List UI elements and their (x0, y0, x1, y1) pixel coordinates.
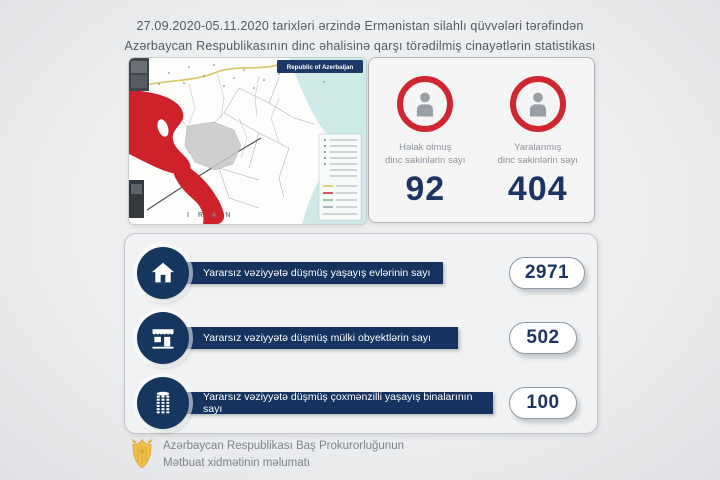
red-ring (510, 76, 566, 132)
map-card (128, 57, 367, 225)
killed-civilians-stat (371, 76, 479, 209)
person-icon (410, 89, 440, 119)
apartment-building-icon (149, 389, 177, 417)
map-legend (319, 134, 361, 220)
row-value-pill: 100 (509, 387, 577, 419)
page-title (0, 16, 720, 56)
icon-circle (137, 377, 189, 429)
prosecutor-emblem-icon (130, 438, 154, 471)
wounded-civilians-stat (484, 76, 592, 209)
map-title-text: Republic of Azerbaijan (286, 64, 354, 71)
damaged-houses-row (125, 247, 597, 299)
storefront-icon (149, 324, 177, 352)
damaged-buildings-row (125, 377, 597, 429)
row-label-bar: Yararsız vəziyyətə düşmüş yaşayış evlərinin sayı (159, 262, 443, 284)
page-title-line2: Azərbaycan Respublikasının dinc əhalisinə qarşı törədilmiş cinayətlərin statistikası (124, 39, 596, 53)
row-label-bar: Yararsız vəziyyətə düşmüş çoxmənzilli yaşayış binalarının sayı (159, 392, 493, 414)
iran-label: I R A N (187, 212, 234, 219)
red-ring (397, 76, 453, 132)
killed-count: 92 (405, 169, 446, 208)
footer-line1: Azərbaycan Respublikası Baş Prokurorluğunun (163, 440, 404, 452)
house-icon (149, 259, 177, 287)
wounded-count: 404 (507, 169, 568, 208)
row-value-pill: 502 (509, 322, 577, 354)
casualties-card (368, 57, 595, 223)
person-icon (523, 89, 553, 119)
footer-text (163, 438, 404, 473)
footer (130, 438, 404, 473)
row-value-pill: 2971 (509, 257, 585, 289)
footer-line2: Mətbuat xidmətinin məlumatı (163, 457, 311, 470)
azerbaijan-map (129, 58, 366, 224)
page-title-line1: 27.09.2020-05.11.2020 tarixləri ərzində Ermənistan silahlı qüvvələri tərəfindən (136, 19, 584, 33)
stat-label: Yaralanmış dinc sakinlərin sayı (497, 142, 578, 167)
damage-panel (124, 233, 598, 434)
row-label-bar: Yararsız vəziyyətə düşmüş mülki obyektlərin sayı (159, 327, 458, 349)
icon-circle (137, 312, 189, 364)
stat-label: Həlak olmuş dinc sakinlərin sayı (385, 142, 466, 167)
icon-circle (137, 247, 189, 299)
damaged-objects-row (125, 312, 597, 364)
